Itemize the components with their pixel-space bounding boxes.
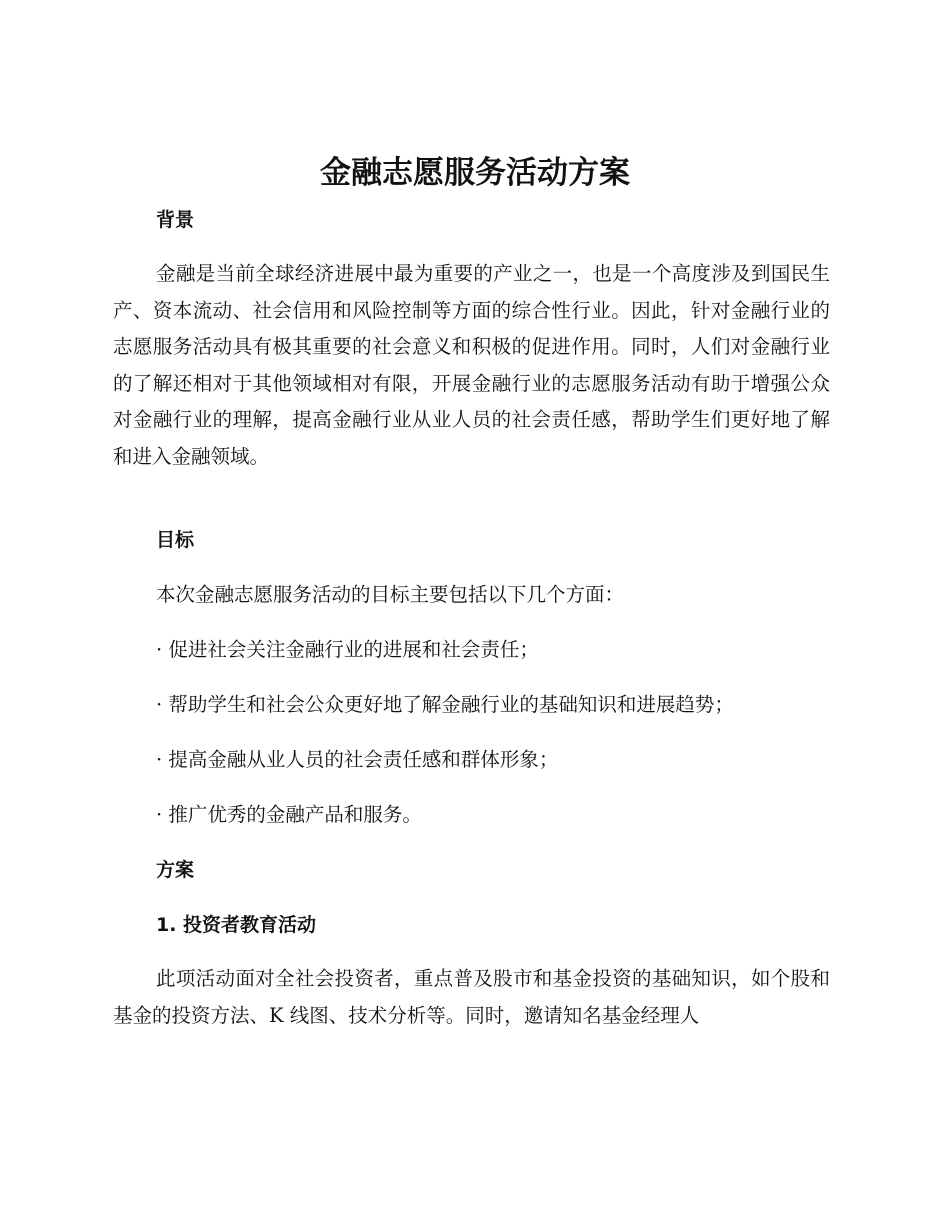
subsection-heading-investor-education: 1. 投资者教育活动 — [156, 914, 317, 936]
document-title: 金融志愿服务活动方案 — [320, 155, 630, 191]
goals-intro: 本次金融志愿服务活动的目标主要包括以下几个方面： — [156, 583, 625, 606]
goals-list-item: · 促进社会关注金融行业的进展和社会责任； — [156, 638, 539, 661]
section-heading-plan: 方案 — [156, 859, 195, 881]
goals-list-item: · 推广优秀的金融产品和服务。 — [156, 803, 422, 826]
goals-list-item: · 帮助学生和社会公众更好地了解金融行业的基础知识和进展趋势； — [156, 693, 734, 716]
section-heading-background: 背景 — [156, 209, 195, 231]
background-paragraph: 金融是当前全球经济进展中最为重要的产业之一，也是一个高度涉及到国民生产、资本流动、社会信用和风险控制等方面的综合性行业。因此，针对金融行业的志愿服务活动具有极其重要的社会意义和积极的促进作用。同时，人们对金融行业的了解还相对于其他领域相对有限，开展金融行业的志愿服务活动有助于增强公众对金融行业的理解，提高金融行业从业人员的社会责任感，帮助学生们更好地了解和进入金融领域。 — [113, 262, 830, 468]
section-heading-goals: 目标 — [156, 529, 195, 551]
goals-list-item: · 提高金融从业人员的社会责任感和群体形象； — [156, 748, 559, 771]
investor-education-paragraph: 此项活动面对全社会投资者，重点普及股市和基金投资的基础知识，如个股和基金的投资方法、K 线图、技术分析等。同时，邀请知名基金经理人 — [113, 967, 830, 1027]
